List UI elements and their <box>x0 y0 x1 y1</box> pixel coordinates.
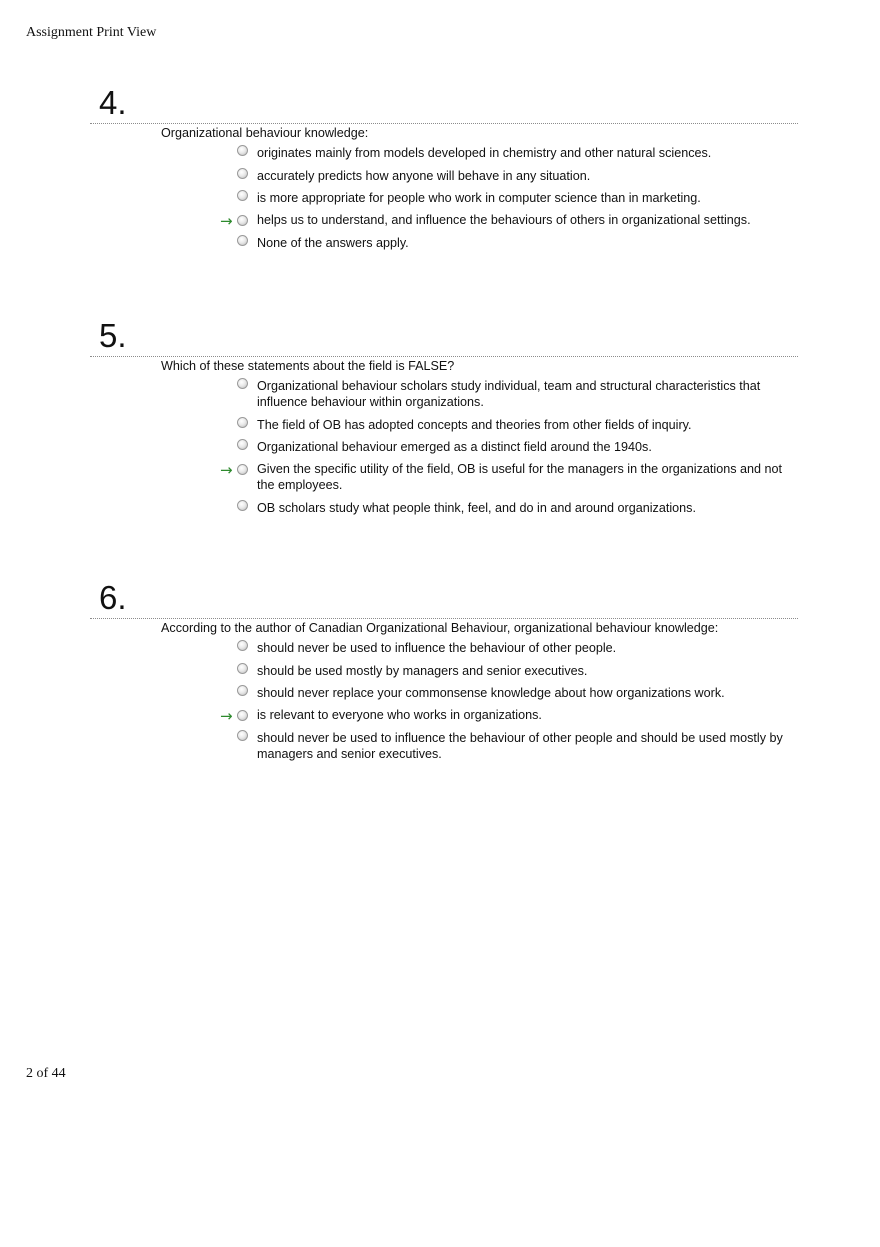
answer-option[interactable] <box>224 730 798 762</box>
question-stem: Which of these statements about the field is FALSE? <box>161 359 455 373</box>
answer-option[interactable] <box>224 190 798 206</box>
radio-unselected-icon[interactable] <box>237 464 248 475</box>
answer-options <box>220 378 798 516</box>
radio-unselected-icon[interactable] <box>237 439 248 450</box>
question-5 <box>90 318 798 523</box>
question-divider <box>90 123 798 124</box>
answer-option[interactable] <box>224 663 798 679</box>
answer-option[interactable] <box>224 235 798 251</box>
question-number: 4. <box>99 84 127 121</box>
answer-option-text: originates mainly from models developed in chemistry and other natural sciences. <box>257 146 712 160</box>
question-number: 6. <box>99 579 127 616</box>
answer-option[interactable] <box>224 145 798 161</box>
answer-option[interactable] <box>224 500 798 516</box>
radio-unselected-icon[interactable] <box>237 215 248 226</box>
radio-unselected-icon[interactable] <box>237 685 248 696</box>
answer-option[interactable] <box>224 168 798 184</box>
answer-option[interactable] <box>224 378 798 410</box>
question-stem: According to the author of Canadian Organizational Behaviour, organizational behaviour knowledge: <box>161 621 719 635</box>
answer-option-text: helps us to understand, and influence the behaviours of others in organizational settings. <box>257 212 751 227</box>
radio-unselected-icon[interactable] <box>237 500 248 511</box>
answer-option-text: should never replace your commonsense knowledge about how organizations work. <box>257 686 725 700</box>
radio-unselected-icon[interactable] <box>237 640 248 651</box>
answer-option-correct[interactable] <box>220 460 798 494</box>
radio-unselected-icon[interactable] <box>237 235 248 246</box>
question-4 <box>90 85 798 258</box>
question-number: 5. <box>99 317 127 354</box>
answer-option-text: accurately predicts how anyone will behave in any situation. <box>257 168 591 183</box>
answer-option-text: Given the specific utility of the field, OB is useful for the managers in the organizations and not the employees. <box>257 461 783 492</box>
radio-unselected-icon[interactable] <box>237 190 248 201</box>
answer-options <box>220 145 798 251</box>
question-6 <box>90 580 798 769</box>
answer-option-text: The field of OB has adopted concepts and theories from other fields of inquiry. <box>257 417 692 432</box>
answer-options <box>220 640 798 762</box>
answer-option-text: Organizational behaviour scholars study individual, team and structural characteristics that influence behaviour within organizations. <box>257 379 761 409</box>
answer-option-correct[interactable] <box>220 211 798 230</box>
answer-option-text: should be used mostly by managers and senior executives. <box>257 663 588 678</box>
radio-unselected-icon[interactable] <box>237 417 248 428</box>
radio-unselected-icon[interactable] <box>237 378 248 389</box>
page-header: Assignment Print View <box>26 25 157 40</box>
answer-option-correct[interactable] <box>220 706 798 725</box>
answer-option[interactable] <box>224 439 798 455</box>
radio-unselected-icon[interactable] <box>237 730 248 741</box>
page-number: 2 of 44 <box>26 1066 66 1081</box>
answer-option-text: None of the answers apply. <box>257 236 409 250</box>
question-stem: Organizational behaviour knowledge: <box>161 126 369 140</box>
question-divider <box>90 356 798 357</box>
answer-option-text: OB scholars study what people think, feel, and do in and around organizations. <box>257 501 696 515</box>
answer-option-text: should never be used to influence the behaviour of other people. <box>257 641 617 655</box>
answer-option-text: is relevant to everyone who works in organizations. <box>257 707 542 722</box>
answer-option[interactable] <box>224 417 798 433</box>
answer-option-text: Organizational behaviour emerged as a distinct field around the 1940s. <box>257 440 652 454</box>
correct-answer-arrow-icon: → <box>220 460 233 479</box>
correct-answer-arrow-icon: → <box>220 211 233 230</box>
radio-unselected-icon[interactable] <box>237 168 248 179</box>
radio-unselected-icon[interactable] <box>237 710 248 721</box>
radio-unselected-icon[interactable] <box>237 663 248 674</box>
radio-unselected-icon[interactable] <box>237 145 248 156</box>
answer-option-text: should never be used to influence the behaviour of other people and should be used mostly by managers and senior executives. <box>257 731 783 761</box>
correct-answer-arrow-icon: → <box>220 706 233 725</box>
answer-option[interactable] <box>224 685 798 701</box>
answer-option[interactable] <box>224 640 798 656</box>
question-divider <box>90 618 798 619</box>
answer-option-text: is more appropriate for people who work in computer science than in marketing. <box>257 191 701 205</box>
